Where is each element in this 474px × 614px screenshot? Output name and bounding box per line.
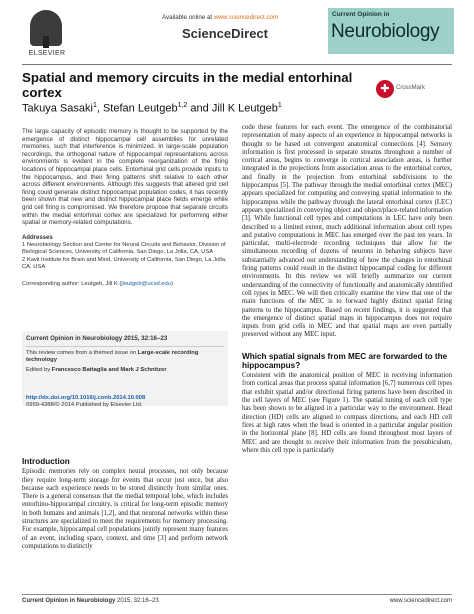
author-2-affil: 1,2 <box>177 102 188 109</box>
corresponding-author <box>22 281 228 287</box>
crossmark-label: CrossMark <box>396 85 426 91</box>
footer-site[interactable]: www.sciencedirect.com <box>389 598 452 604</box>
section-heading-spatial-signals: Which spatial signals from MEC are forwarded to the hippocampus? <box>242 351 448 370</box>
info-divider <box>26 346 224 347</box>
footer-journal: Current Opinion in Neurobiology <box>22 598 116 604</box>
article-title: Spatial and memory circuits in the medial entorhinal cortex <box>22 70 353 100</box>
author-list: Takuya Sasaki$^1$, Stefan Leutgeb$^{1,2}$ and Jill K Leutgeb$^1$ <box>22 102 282 115</box>
corresp-prefix: Corresponding author: Leutgeb, Jill K ( <box>22 280 122 287</box>
author-1-affil: 1 <box>92 102 97 109</box>
tree-icon <box>30 10 62 46</box>
body-paragraph-2: Consistent with the anatomical position of MEC in receiving information from cortical areas that process spatial information [6,7] numerous cell types that exhibit spatial and/or directional firing patterns have been described in the cell layers of MEC (see Figure 1). The spatial tuning of each cell type has been shown to be aligned in a particular way to the environment. Head direction (HD) cells are aligned to compass directions, and each HD cell fires at high rates when the head is oriented in a particular angular position in the horizontal plane [8]. HD cells are found throughout most layers of MEC and are thought to receive their information from the presubiculum, where this cell type is particularly <box>242 372 452 454</box>
author-3[interactable]: Jill K Leutgeb <box>211 102 278 115</box>
available-prefix: Available online at <box>162 14 214 21</box>
journal-title-top: Current Opinion in <box>332 11 390 18</box>
edited-prefix: Edited by <box>26 367 52 374</box>
crossmark-badge[interactable] <box>376 80 456 100</box>
sciencedirect-link[interactable]: www.sciencedirect.com <box>213 14 279 21</box>
review-topic: Large-scale recording technology <box>26 350 199 364</box>
left-column-front-matter <box>22 128 228 287</box>
corresp-suffix: ) <box>170 280 173 287</box>
author-and: and <box>190 102 209 115</box>
available-online <box>162 14 278 21</box>
page-header <box>22 6 452 68</box>
crossmark-icon: ✚ <box>376 80 394 98</box>
footer-citation <box>22 598 159 604</box>
editors <box>26 367 224 374</box>
elsevier-logo <box>24 10 66 56</box>
body-paragraph-1: code these features for each event. The emergence of the combinatorial representation of many aspects of an experience in hippocampal networks is thought to be based on convergent anatomical connections [4]. Sensory information is first processed in separate streams throughout a number of cortical areas, begins to converge in cortical association areas, is further integrated in the projections from association areas to the entorhinal cortex, and finally in the projection from entorhinal subdivisions to the hippocampus [5]. The pathway through the medial entorhinal cortex (MEC) appears specialized for computing and conveying spatial information to the hippocampus while the pathway through the lateral entorhinal cortex (LEC) appears specialized in conveying object and object/place-related information [3]. While functional cell types and computations in LEC have only been described to a limited extent, much additional information about cell types and putative computations in MEC has emerged over the past ten years. In particular, multi-electrode recording techniques that allow for the simultaneous recording of dozens of neurons in behaving subjects have substantially advanced our understanding of how the changes in entorhinal firing patterns could result in the distinct hippocampal coding for different environments. In this review we will briefly summarize our current understanding of the connectivity of functionally and anatomically identified cell types in MEC. We will then critically examine the view that one of the main functions of the MEC is to forward highly distinct spatial firing patterns to the hippocampus. Based on recent findings, it is suggested that the emergence of distinct spatial maps in hippocampus does not require inputs from grid cells in MEC and that spatial maps are even partially preserved without any MEC input. <box>242 124 452 339</box>
article-info-box <box>22 331 228 406</box>
intro-heading: Introduction <box>22 457 70 466</box>
footer-divider <box>22 594 452 595</box>
header-divider <box>22 64 452 65</box>
footer-volume: 2015, 32:16–23 <box>115 598 159 604</box>
abstract: The large capacity of episodic memory is thought to be supported by the emergence of distinct hippocampal cell assemblies for unrelated memories, such that interference is minimized. In large-scale population recordings, the orthogonal nature of hippocampal representations across environments is evident in the complete reorganization of the firing locations of hippocampal place cells. Entorhinal grid cells provide inputs to the hippocampus, and their firing patterns shift relative to each other across different environments. Although this suggests that altered grid cell firing could generate distinct hippocampal population codes, it has recently been shown that new and distinct hippocampal place fields emerge while grid cell firing is compromised. We therefore propose that separate circuits within the medial entorhinal cortex are specialized for performing either spatial or memory-related computations. <box>22 128 228 227</box>
author-2[interactable]: Stefan Leutgeb <box>102 102 178 115</box>
doi-link[interactable]: http://dx.doi.org/10.1016/j.conb.2014.10.008 <box>26 394 146 401</box>
address-2: 2 Kavli Institute for Brain and Mind, University of California, San Diego, La Jolla, CA, USA <box>22 256 227 270</box>
publisher-name: ELSEVIER <box>28 50 66 57</box>
journal-title-main: Neurobiology <box>331 21 440 42</box>
address-1: 1 Neurobiology Section and Center for Neural Circuits and Behavior, Division of Biological Sciences, University of California, San Diego, La Jolla, CA, USA <box>22 241 226 255</box>
issn-copyright: 0959-4388/© 2014 Published by Elsevier Ltd. <box>26 401 143 408</box>
author-3-affil: 1 <box>277 102 282 109</box>
editor-names: Francesco Battaglia and Mark J Schnitzer <box>51 367 167 374</box>
addresses-heading: Addresses <box>22 234 53 241</box>
platform-name: ScienceDirect <box>182 26 268 41</box>
themed-issue <box>26 350 224 364</box>
info-journal: Current Opinion in Neurobiology 2015, 32:16–23 <box>26 335 168 342</box>
email-link[interactable]: jleutgeb@ucsd.edu <box>121 280 171 287</box>
intro-text: Episodic memories rely on complex neural processes, not only because they require long-term storage for events that occur just once, but also because each experience needs to be stored distinctly from similar ones. There is a general consensus that the medial temporal lobe, which includes entorhino-hippocampal circuitry, is critical for long-term episodic memory in both humans and animals [1,2], and that neuronal networks within these structures are specialized to meet the requirements for memory processing. For example, hippocampal cell populations jointly represent many features of an event, including space, context, and time [3] and perform network computations to distinctly <box>22 468 228 550</box>
journal-banner <box>328 8 454 54</box>
right-column-body <box>242 124 452 455</box>
review-prefix: This review comes from a themed issue on <box>26 350 138 356</box>
author-1[interactable]: Takuya Sasaki <box>22 102 93 115</box>
introduction-section <box>22 457 228 551</box>
